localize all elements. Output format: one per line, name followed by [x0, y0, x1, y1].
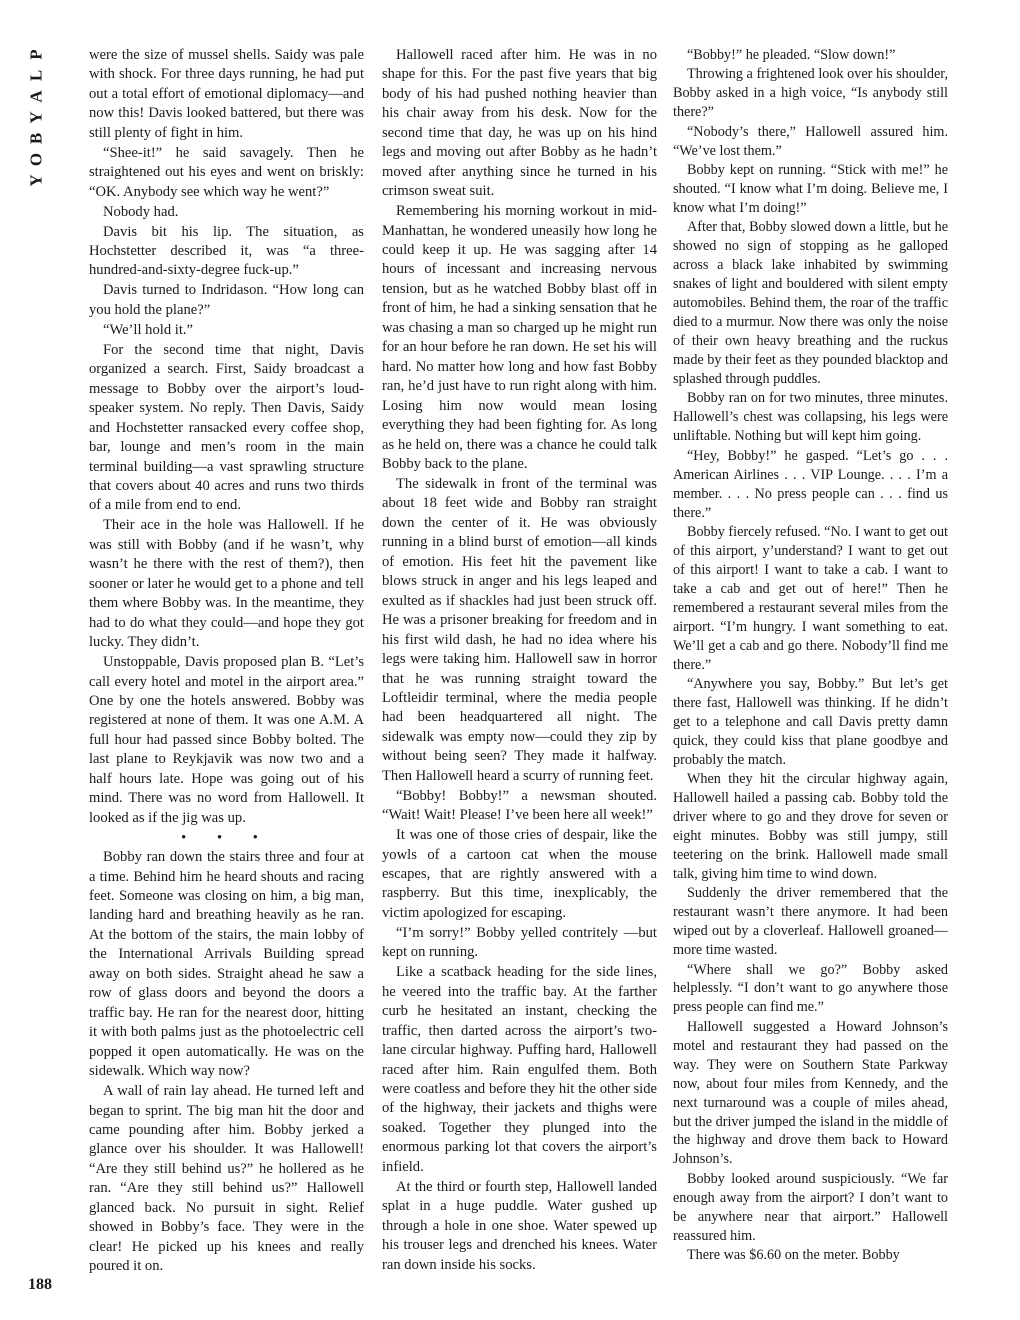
paragraph: were the size of mussel shells. Saidy was pale with shock. For three days running, he had put out a total effort of emotional diplomacy—and now this! Davis looked battered, but there was still plenty of fight in him.	[89, 47, 364, 141]
paragraph: For the second time that night, Davis organized a search. First, Saidy broadcast a message to Bobby over the airport’s loud-speaker system. No reply. Then Davis, Saidy and Hochstetter ransacked every coffee shop, bar, lounge and men’s room in the main terminal building—a vast sprawling structure that covers about 40 acres and runs two thirds of a mile from end to end.	[89, 341, 364, 514]
paragraph: Unstoppable, Davis proposed plan B. “Let’s call every hotel and motel in the airport area.” One by one the hotels answered. Bobby was registered at none of them. It was one A.M. A full hour had passed since Bobby bolted. The last plane to Reykjavik was now two and a half hours late. Hope was going out of his mind. There was no word from Hallowell. It looked as if the jig was up.	[89, 654, 364, 826]
paragraph: It was one of those cries of despair, like the yowls of a cartoon cat when the mouse escapes, that are rightly answered with a raspberry. But this time, inexplicably, the victim apologized for escaping.	[382, 827, 657, 921]
paragraph: “Anywhere you say, Bobby.” But let’s get there fast, Hallowell was thinking. If he didn’t get to a telephone and call Davis pretty damn quick, they could kiss that plane goodbye and probably the match.	[673, 675, 948, 768]
masthead-letter: A	[26, 90, 46, 103]
masthead-letter: Y	[26, 174, 46, 187]
paragraph: “Hey, Bobby!” he gasped. “Let’s go . . . American Airlines . . . VIP Lounge. . . . I’m a member. . . . No press people can . . . find us there.”	[673, 447, 948, 521]
paragraph: “Where shall we go?” Bobby asked helplessly. “I don’t want to go anywhere those press people can find me.”	[673, 961, 948, 1016]
paragraph: Davis bit his lip. The situation, as Hochstetter described it, was “a three-hundred-and-sixty-degree fuck-up.”	[89, 223, 364, 279]
masthead-letter: Y	[26, 111, 46, 124]
paragraph: “Nobody’s there,” Hallowell assured him. “We’ve lost them.”	[673, 123, 948, 159]
paragraph: Like a scatback heading for the side lines, he veered into the traffic bay. At the farther curb he hesitated an instant, checking the traffic, then darted across the airport’s two-lane circular highway. Puffing hard, Hallowell raced after him. Rain engulfed them. Both were coatless and before they hit the other side of the highway, their jackets and thighs were soaked. Together they plunged into the enormous parking lot that covers the airport’s infield.	[382, 964, 657, 1175]
paragraph: Remembering his morning workout in mid-Manhattan, he wondered uneasily how long he could keep it up. He was sagging after 14 hours of incessant and increasing nervous tension, but as he watched Bobby blast off in front of him, he had a sinking sensation that he was chasing a man so charged up he might run for an hour before he ran down. He set his will hard. No matter how long and how fast Bobby ran, he’d just have to run right along with him. Losing him now would mean losing everything they had been fighting for. As long as he held on, there was a chance he could talk Bobby back to the plane.	[382, 203, 657, 473]
paragraph: Nobody had.	[103, 203, 179, 220]
paragraph: Suddenly the driver remembered that the restaurant wasn’t there anymore. It had been wiped out by a cloverleaf. Hallowell groaned—more time wasted.	[673, 885, 948, 959]
paragraph: Throwing a frightened look over his shoulder, Bobby asked in a high voice, “Is anybody still there?”	[673, 66, 948, 121]
paragraph: Hallowell suggested a Howard Johnson’s motel and restaurant they had passed on the way. They were on Southern State Parkway now, about four miles from Kennedy, and the next turnaround was a couple of miles ahead, but the driver jumped the island in the middle of the highway and drove them back to Howard Johnson’s.	[673, 1018, 948, 1168]
text-column-2	[382, 46, 657, 1276]
section-break: • • •	[181, 829, 272, 845]
paragraph: “Shee-it!” he said savagely. Then he straightened out his eyes and went on briskly: “OK. Anybody see which way he went?”	[89, 144, 364, 200]
paragraph: Bobby fiercely refused. “No. I want to get out of this airport, y’understand? I want to get out of this airport! I want to take a cab. I want to take a cab and get out of here!” Then he remembered a restaurant several miles from the airport. “I’m hungry. I want something to eat. We’ll get a cab and go there. Nobody’ll find me there.”	[673, 523, 948, 673]
paragraph: A wall of rain lay ahead. He turned left and began to sprint. The big man hit the door and came pounding after him. Bobby jerked a glance over his shoulder. It was Hallowell! “Are they still behind us?” he hollered as he ran. “Are they still behind us?” Hallowell glanced back. No pursuit in sight. Relief showed in Bobby’s face. They were in the clear! He picked up his knees and really poured it on.	[89, 1083, 364, 1275]
text-column-1	[89, 46, 364, 1277]
paragraph: When they hit the circular highway again, Hallowell hailed a passing cab. Bobby told the driver where to go and they drove for seven or eight minutes. Bobby was still jumpy, still teetering on the brink. Hallowell made small talk, giving him time to wind down.	[673, 771, 948, 882]
paragraph: Bobby kept on running. “Stick with me!” he shouted. “I know what I’m doing. Believe me, I know what I’m doing!”	[673, 162, 948, 216]
paragraph: There was $6.60 on the meter. Bobby	[687, 1247, 900, 1264]
paragraph: Their ace in the hole was Hallowell. If he was still with Bobby (and if he wasn’t, why wasn’t he there with the rest of them?), then sooner or later he would get to a phone and tell them where Bobby was. In the meantime, they had to do what they could—and hope they got lucky. They didn’t.	[89, 517, 364, 651]
masthead-letter: P	[26, 49, 46, 60]
paragraph: Bobby looked around suspiciously. “We far enough away from the airport? I don’t want to be anywhere near that airport.” Hallowell reassured him.	[673, 1170, 948, 1244]
masthead-letter: L	[26, 69, 46, 82]
paragraph: After that, Bobby slowed down a little, but he showed no sign of stopping as he galloped across a black lake inhabited by swimming snakes of light and bouldered with silent empty automobiles. Behind them, the roar of the traffic died to a murmur. Now there was only the noise of their own heavy breathing and the ruckus made by their feet as they pounded blacktop and splashed through puddles.	[673, 219, 948, 387]
paragraph: Bobby ran on for two minutes, three minutes. Hallowell’s chest was collapsing, his legs were unliftable. Nothing but will kept him going.	[673, 390, 948, 445]
paragraph: The sidewalk in front of the terminal was about 18 feet wide and Bobby ran straight down the center of it. He was obviously running in a blind burst of emotion—all kinds of emotion. His feet hit the pavement like blows struck in anger and his legs leaped and exulted as if shackles had just been struck off. He was a prisoner breaking for freedom and in his first wild dash, he had no idea where his legs were taking him. Hallowell saw in horror that he was running straight toward the Loftleidir terminal, where the media people had been headquartered all night. The sidewalk was empty now—could they zip by without being seen? They made it halfway. Then Hallowell heard a scurry of running feet.	[382, 475, 657, 784]
paragraph: “Bobby!” he pleaded. “Slow down!”	[687, 47, 896, 63]
masthead-letter: B	[26, 132, 46, 145]
paragraph: “We’ll hold it.”	[103, 321, 194, 338]
paragraph: At the third or fourth step, Hallowell landed splat in a huge puddle. Water gushed up through a hole in one shoe. Water spewed up his trouser legs and drenched his knees. Water ran down inside his socks.	[382, 1178, 657, 1273]
paragraph: Bobby ran down the stairs three and four at a time. Behind him he heard shouts and racing feet. Someone was closing on him, a big man, landing hard and breathing heavily as he ran. At the bottom of the stairs, the main lobby of the International Arrivals Building spread away on both sides. Straight ahead he saw a row of glass doors and beyond the doors a traffic bay. He ran for the nearest door, hitting it with both palms just as the photoelectric cell popped it open automatically. He was on the sidewalk. Which way now?	[89, 849, 364, 1080]
paragraph: “Bobby! Bobby!” a newsman shouted. “Wait! Wait! Please! I’ve been here all week!”	[382, 787, 657, 824]
magazine-masthead	[28, 44, 48, 191]
paragraph: “I’m sorry!” Bobby yelled contritely —but kept on running.	[382, 924, 657, 961]
page-number: 188	[28, 1276, 52, 1293]
text-column-3	[673, 46, 948, 1266]
paragraph: Davis turned to Indridason. “How long can you hold the plane?”	[89, 282, 364, 318]
masthead-letter: O	[26, 152, 46, 167]
paragraph: Hallowell raced after him. He was in no shape for this. For the past five years that big body of his had pushed nothing heavier than his chair away from his desk. Now for the second time that day, he was up on his hind legs and moving out after Bobby as he hadn’t moved after anything since he turned in his crimson sweat suit.	[382, 47, 657, 200]
